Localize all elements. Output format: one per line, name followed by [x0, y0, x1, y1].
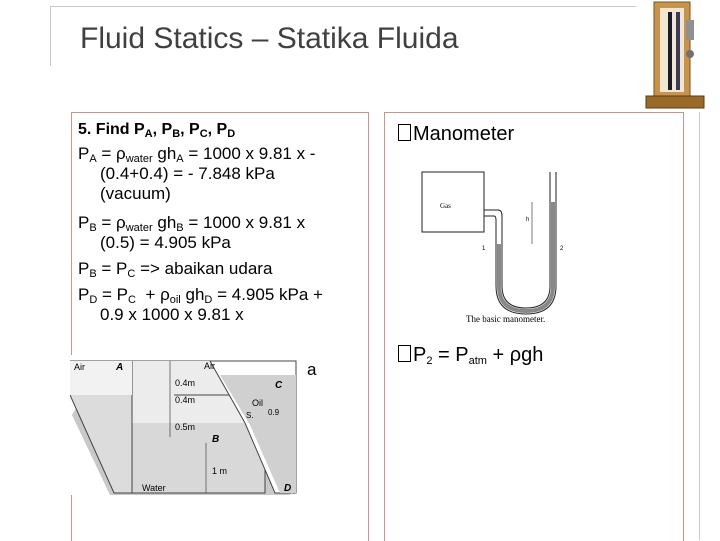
- air-left-label: Air: [74, 362, 85, 372]
- question-line: 5. Find $P_A$, $P_B$, $P_C$, $P_D$: [78, 121, 236, 140]
- apparatus-photo: [636, 0, 720, 112]
- oil-label: Oil: [252, 398, 263, 408]
- gas-label: Gas: [440, 202, 451, 210]
- water-label: Water: [142, 483, 166, 493]
- point-d-label: D: [284, 483, 292, 494]
- pbpc-line: $P_B = P_C$ => abaikan udara: [78, 259, 273, 280]
- bullet-box-icon: [398, 124, 411, 141]
- depth-3-label: 0.5m: [175, 422, 196, 432]
- point-c-label: C: [275, 380, 283, 391]
- pa-line: $P_A = \rho_{water}$ $gh_A = 1000$ x 9.81 x -: [78, 144, 316, 165]
- point1-label: 1: [482, 246, 486, 252]
- slide-title: Fluid Statics – Statika Fluida: [80, 22, 459, 55]
- point2-label: 2: [560, 246, 564, 252]
- bullet-box-icon: [398, 345, 411, 362]
- bullet-manometer: [398, 123, 514, 146]
- slide-frame-top: [50, 6, 700, 7]
- pd-line: $P_D = P_C + \rho_{oil}$ $gh_D = 4.905$ kPa +: [78, 285, 323, 306]
- solution-text: [78, 120, 368, 325]
- sg-label: 0.9: [268, 408, 280, 417]
- depth-4-label: 1 m: [212, 466, 228, 476]
- slide-frame-left: [50, 6, 51, 66]
- pa-line-cont: (0.4+0.4) = - 7.848 kPa: [100, 164, 275, 183]
- point-a-label: A: [116, 362, 124, 373]
- air-mid-label: Air: [204, 361, 215, 371]
- pb-line: $P_B = \rho_{water}$ $gh_B = 1000$ x 9.81 x: [78, 213, 306, 234]
- tank-diagram: [70, 355, 300, 495]
- truncated-text: a: [307, 360, 317, 379]
- pa-note: (vacuum): [100, 184, 171, 203]
- manometer-caption: The basic manometer.: [466, 314, 546, 324]
- manometer-diagram: [410, 166, 590, 336]
- point-b-label: B: [212, 434, 220, 445]
- depth-1-label: 0.4m: [175, 378, 196, 388]
- h-label: h: [526, 217, 530, 223]
- pd-line-cont: 0.9 x 1000 x 9.81 x: [100, 305, 244, 324]
- bullet-manometer-label: Manometer: [413, 123, 515, 145]
- s-label: S.: [246, 411, 254, 420]
- gas-tank: [422, 172, 484, 232]
- pb-line-cont: (0.5) = 4.905 kPa: [100, 233, 231, 252]
- depth-2-label: 0.4m: [175, 395, 196, 405]
- bullet-formula: $P_2 = P_{atm} + \rho gh$: [398, 344, 543, 367]
